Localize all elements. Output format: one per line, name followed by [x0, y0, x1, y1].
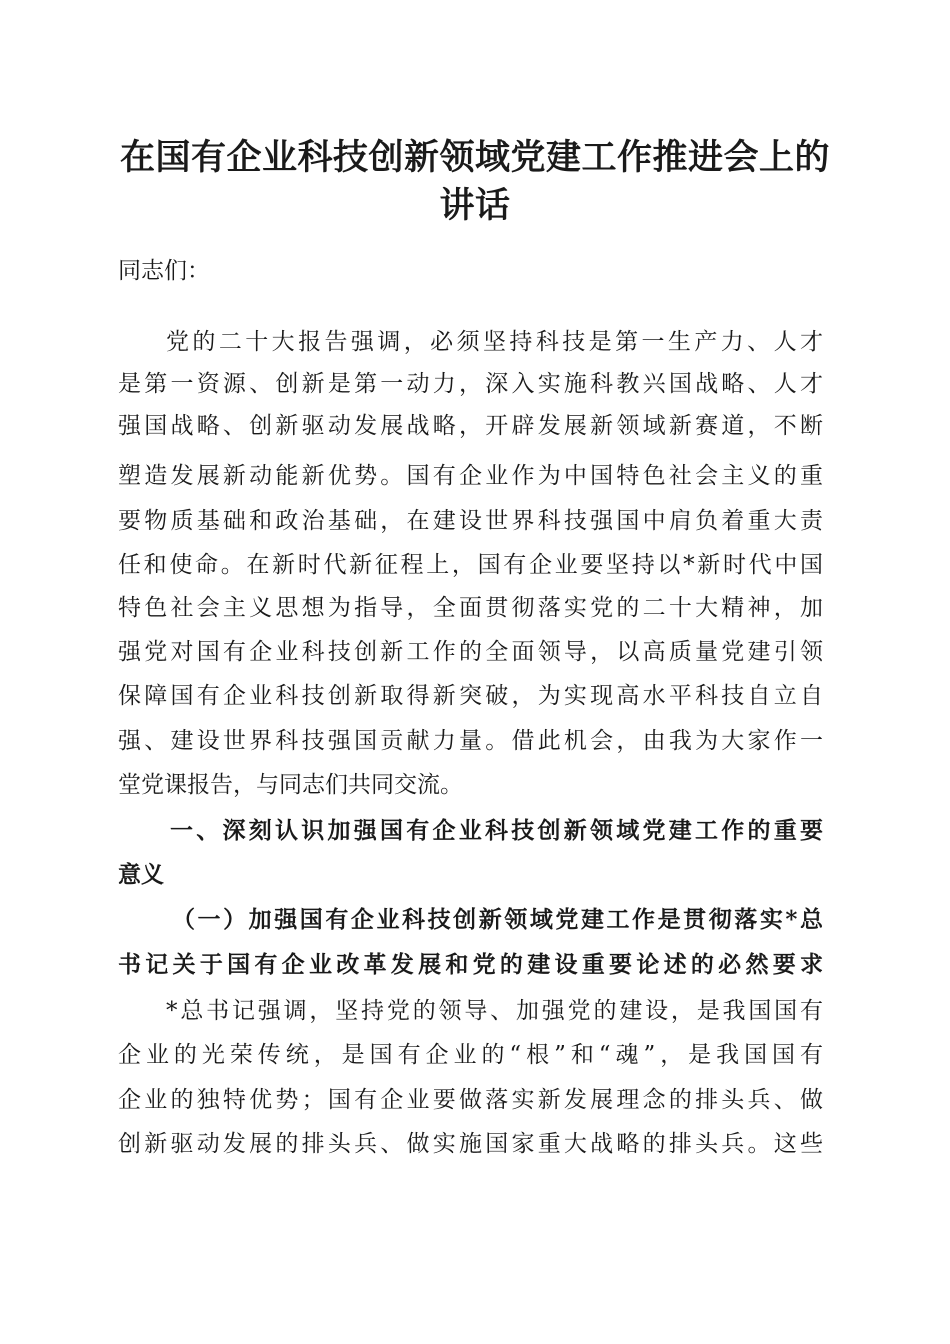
section-heading-1-line: 意义 — [118, 862, 164, 888]
paragraph-1-line: 保障国有企业科技创新取得新突破，为实现高水平科技自立自 — [118, 683, 823, 709]
paragraph-1-line: 塑造发展新动能新优势。国有企业作为中国特色社会主义的重 — [118, 463, 823, 489]
salutation: 同志们： — [118, 258, 210, 284]
paragraph-1-line: 堂党课报告，与同志们共同交流。 — [118, 772, 463, 798]
document-title-line-2: 讲话 — [439, 185, 511, 226]
paragraph-1-line: 强党对国有企业科技创新工作的全面领导，以高质量党建引领 — [118, 639, 823, 665]
paragraph-1-line: 党的二十大报告强调，必须坚持科技是第一生产力、人才 — [166, 329, 823, 355]
paragraph-2-line: 企业的光荣传统，是国有企业的“根”和“魂”，是我国国有 — [118, 1042, 823, 1068]
paragraph-1-line: 强、建设世界科技强国贡献力量。借此机会，由我为大家作一 — [118, 728, 823, 754]
paragraph-1-line: 任和使命。在新时代新征程上，国有企业要坚持以*新时代中国 — [118, 552, 823, 578]
subsection-heading-1-line: （一）加强国有企业科技创新领域党建工作是贯彻落实*总 — [172, 906, 823, 933]
paragraph-1-line: 要物质基础和政治基础，在建设世界科技强国中肩负着重大责 — [118, 508, 823, 534]
section-heading-1-line: 一、深刻认识加强国有企业科技创新领域党建工作的重要 — [170, 818, 823, 844]
paragraph-2-line: 企业的独特优势；国有企业要做落实新发展理念的排头兵、做 — [118, 1087, 823, 1113]
paragraph-2-line: *总书记强调，坚持党的领导、加强党的建设，是我国国有 — [166, 998, 823, 1024]
paragraph-1-line: 特色社会主义思想为指导，全面贯彻落实党的二十大精神，加 — [118, 595, 823, 621]
document-title-line-1: 在国有企业科技创新领域党建工作推进会上的 — [119, 137, 830, 178]
paragraph-1-line: 强国战略、创新驱动发展战略，开辟发展新领域新赛道，不断 — [118, 413, 823, 439]
subsection-heading-1-line: 书记关于国有企业改革发展和党的建设重要论述的必然要求 — [118, 951, 823, 978]
paragraph-2-line: 创新驱动发展的排头兵、做实施国家重大战略的排头兵。这些 — [118, 1131, 823, 1157]
paragraph-1-line: 是第一资源、创新是第一动力，深入实施科教兴国战略、人才 — [118, 371, 823, 397]
